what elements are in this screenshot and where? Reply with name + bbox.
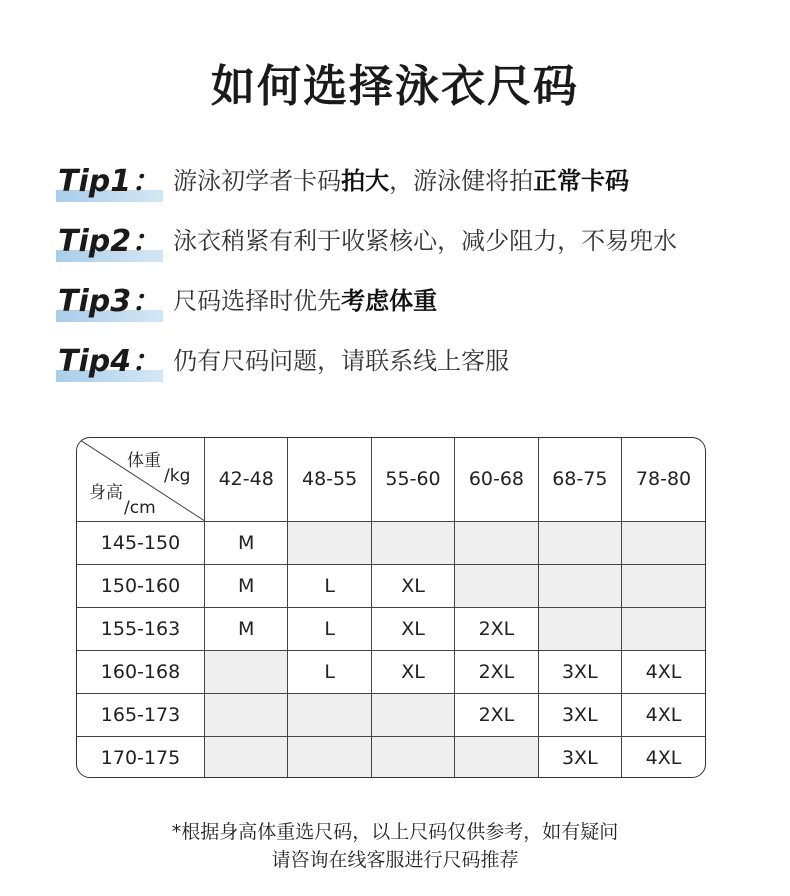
height-range-cell: 170-175 [77, 736, 205, 778]
tip-text: 仍有尺码问题，请联系线上客服 [173, 346, 510, 375]
tip-label [56, 336, 163, 380]
size-cell: M [205, 564, 288, 607]
tip-text: 游泳初学者卡码 [173, 166, 342, 195]
height-range-cell: 160-168 [77, 650, 205, 693]
table-corner-cell [77, 438, 205, 521]
empty-size-cell [288, 736, 371, 778]
empty-size-cell [205, 693, 288, 736]
tip-label [56, 276, 163, 320]
height-range-cell: 165-173 [77, 693, 205, 736]
table-row [77, 521, 705, 564]
empty-size-cell [538, 564, 621, 607]
size-cell: L [288, 650, 371, 693]
table-header-row [77, 438, 705, 521]
tip-item [56, 278, 776, 318]
note-line-1: *根据身高体重选尺码，以上尺码仅供参考，如有疑问 [171, 821, 619, 843]
size-cell: L [288, 607, 371, 650]
table-row [77, 650, 705, 693]
empty-size-cell [288, 693, 371, 736]
tip-text: 尺码选择时优先 [173, 286, 342, 315]
weight-range-header: 68-75 [538, 438, 621, 521]
tip-label [56, 156, 163, 200]
tip-item [56, 338, 776, 378]
empty-size-cell [622, 564, 705, 607]
tip-label-text: Tip1： [58, 164, 162, 199]
empty-size-cell [371, 693, 454, 736]
weight-range-header: 60-68 [455, 438, 538, 521]
height-range-cell: 155-163 [77, 607, 205, 650]
tip-text-emphasis: 拍大 [341, 166, 390, 195]
weight-range-header: 48-55 [288, 438, 371, 521]
empty-size-cell [205, 650, 288, 693]
empty-size-cell [455, 736, 538, 778]
empty-size-cell [371, 736, 454, 778]
weight-range-header: 78-80 [622, 438, 705, 521]
table-row [77, 693, 705, 736]
empty-size-cell [205, 736, 288, 778]
size-cell: 3XL [538, 693, 621, 736]
empty-size-cell [371, 521, 454, 564]
size-chart-table [76, 437, 706, 778]
size-cell: XL [371, 607, 454, 650]
tip-label-text: Tip3： [58, 284, 162, 319]
table-row [77, 564, 705, 607]
weight-range-header: 42-48 [205, 438, 288, 521]
size-cell: XL [371, 564, 454, 607]
empty-size-cell [538, 607, 621, 650]
size-cell: XL [371, 650, 454, 693]
height-range-cell: 145-150 [77, 521, 205, 564]
size-cell: M [205, 607, 288, 650]
table-row [77, 607, 705, 650]
page-title: 如何选择泳衣尺码 [211, 61, 579, 112]
weight-label: 体重 [127, 451, 161, 471]
empty-size-cell [622, 521, 705, 564]
size-cell: 2XL [455, 650, 538, 693]
table-row [77, 736, 705, 778]
size-note [0, 818, 790, 874]
size-cell: M [205, 521, 288, 564]
size-cell: 4XL [622, 693, 705, 736]
empty-size-cell [455, 521, 538, 564]
empty-size-cell [455, 564, 538, 607]
tip-text-emphasis: 考虑体重 [341, 286, 438, 315]
weight-range-header: 55-60 [371, 438, 454, 521]
size-cell: 3XL [538, 736, 621, 778]
tip-item [56, 158, 776, 198]
empty-size-cell [288, 521, 371, 564]
size-cell: 4XL [622, 736, 705, 778]
size-cell: 2XL [455, 607, 538, 650]
tip-item [56, 218, 776, 258]
tip-text: 泳衣稍紧有利于收紧核心，减少阻力，不易兜水 [173, 226, 678, 255]
tip-label-text: Tip4： [58, 344, 162, 379]
tip-text: ，游泳健将拍 [389, 166, 534, 195]
tip-text-emphasis: 正常卡码 [533, 166, 630, 195]
empty-size-cell [538, 521, 621, 564]
size-cell: L [288, 564, 371, 607]
weight-unit: /kg [164, 466, 191, 486]
size-cell: 4XL [622, 650, 705, 693]
tip-label-text: Tip2： [58, 224, 162, 259]
tips-list [56, 158, 776, 398]
tip-label [56, 216, 163, 260]
note-line-2: 请咨询在线客服进行尺码推荐 [271, 849, 519, 871]
empty-size-cell [622, 607, 705, 650]
height-label: 身高 [89, 483, 123, 503]
size-cell: 2XL [455, 693, 538, 736]
size-cell: 3XL [538, 650, 621, 693]
height-unit: /cm [124, 498, 156, 518]
height-range-cell: 150-160 [77, 564, 205, 607]
